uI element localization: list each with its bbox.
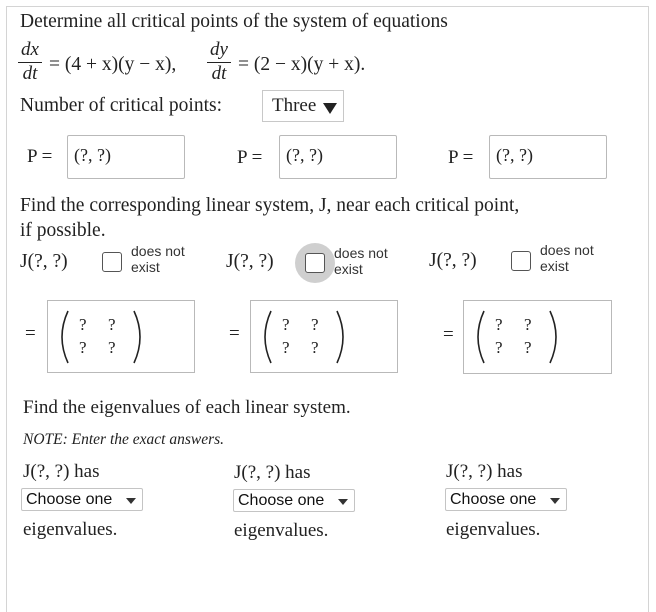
eigen3-select[interactable]: Choose one (445, 488, 567, 511)
eigen2-select[interactable]: Choose one (233, 489, 355, 512)
p1-label: P = (27, 146, 53, 167)
matrix-cell[interactable]: ? (311, 338, 319, 357)
matrix-brackets (464, 305, 613, 369)
matrix2-input[interactable] (250, 300, 398, 373)
matrix-cell[interactable]: ? (79, 338, 87, 357)
j3-dne-label: does not exist (540, 242, 594, 274)
matrix3-input[interactable] (463, 300, 612, 374)
caret-down-icon (550, 498, 560, 504)
p1-value: (?, ?) (74, 145, 111, 165)
critical-count-value: Three (272, 95, 317, 116)
p2-label: P = (237, 147, 263, 168)
dt-denominator-2: dt (211, 63, 227, 84)
eigen1-suffix: eigenvalues. (23, 519, 118, 540)
j1-dne-checkbox[interactable] (102, 252, 122, 272)
matrix3-equals: = (443, 324, 454, 345)
p3-value: (?, ?) (496, 145, 533, 165)
p3-label: P = (448, 147, 474, 168)
eigen3-suffix: eigenvalues. (446, 519, 541, 540)
eigen2-label: J(?, ?) has (234, 462, 311, 483)
equation-2-rhs: = (2 − x)(y + x). (238, 54, 366, 75)
critical-count-label: Number of critical points: (20, 95, 222, 116)
matrix-cell[interactable]: ? (282, 315, 290, 334)
dx-dt-fraction (18, 40, 42, 84)
matrix-cell[interactable]: ? (495, 338, 503, 357)
matrix-cell[interactable]: ? (108, 338, 116, 357)
matrix-cell[interactable]: ? (79, 315, 87, 334)
j2-dne-label: does not exist (334, 245, 388, 277)
equation-1-rhs: = (4 + x)(y − x), (49, 54, 177, 75)
matrix-cell[interactable]: ? (282, 338, 290, 357)
j2-label: J(?, ?) (226, 251, 274, 272)
j1-dne-label: does not exist (131, 243, 185, 275)
p1-input[interactable] (67, 135, 185, 179)
caret-down-icon (338, 499, 348, 505)
eigen2-suffix: eigenvalues. (234, 520, 329, 541)
dx-numerator: dx (21, 39, 39, 60)
linear-prompt-line2: if possible. (20, 220, 106, 241)
linear-prompt-line1: Find the corresponding linear system, J, near each critical point, (20, 195, 520, 216)
matrix-cell[interactable]: ? (524, 338, 532, 357)
j3-label: J(?, ?) (429, 250, 477, 271)
eigen1-select[interactable]: Choose one (21, 488, 143, 511)
eigen3-label: J(?, ?) has (446, 461, 523, 482)
caret-down-icon (126, 498, 136, 504)
matrix-brackets (251, 305, 399, 369)
matrix-cell[interactable]: ? (108, 315, 116, 334)
j1-label: J(?, ?) (20, 251, 68, 272)
p2-value: (?, ?) (286, 145, 323, 165)
p2-input[interactable] (279, 135, 397, 179)
j2-dne-checkbox[interactable] (305, 253, 325, 273)
eigen1-label: J(?, ?) has (23, 461, 100, 482)
p3-input[interactable] (489, 135, 607, 179)
dy-numerator: dy (210, 39, 228, 60)
matrix1-equals: = (25, 323, 36, 344)
matrix-brackets (48, 305, 196, 369)
problem-intro: Determine all critical points of the system of equations (20, 11, 448, 32)
eigen-prompt: Find the eigenvalues of each linear system. (23, 397, 351, 418)
matrix1-input[interactable] (47, 300, 195, 373)
matrix-cell[interactable]: ? (495, 315, 503, 334)
matrix-cell[interactable]: ? (311, 315, 319, 334)
j3-dne-checkbox[interactable] (511, 251, 531, 271)
eigen-note: NOTE: Enter the exact answers. (23, 431, 225, 448)
matrix-cell[interactable]: ? (524, 315, 532, 334)
dt-denominator: dt (22, 63, 38, 84)
critical-count-select[interactable] (262, 90, 344, 122)
dy-dt-fraction (207, 40, 231, 84)
caret-down-icon (323, 103, 337, 114)
matrix2-equals: = (229, 323, 240, 344)
